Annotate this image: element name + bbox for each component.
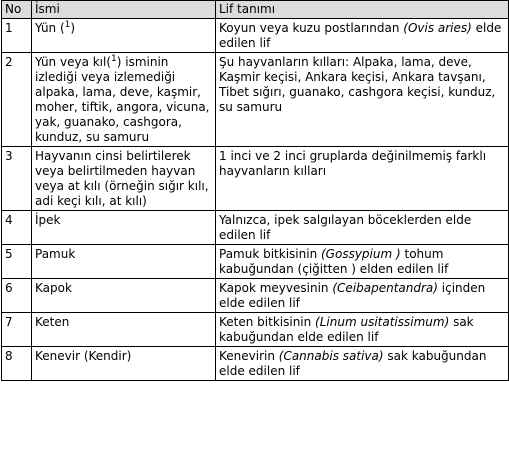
cell-name [32, 313, 216, 347]
superscript-note: 1 [111, 54, 117, 64]
table-header-row [2, 1, 509, 19]
scientific-name: (Linum usitatissimum) [315, 315, 450, 329]
cell-no: 2 [2, 53, 32, 147]
cell-definition [216, 53, 509, 147]
header-name: İsmi [32, 1, 216, 19]
text-segment: içinden elde edilen lif [219, 281, 486, 310]
cell-no: 4 [2, 211, 32, 245]
text-segment: Kenevirin [219, 349, 279, 363]
cell-definition [216, 279, 509, 313]
cell-no: 5 [2, 245, 32, 279]
cell-name [32, 279, 216, 313]
text-segment: Kenevir (Kendir) [35, 349, 132, 363]
text-segment: Keten bitkisinin [219, 315, 316, 329]
text-segment: Yün veya kıl( [35, 55, 112, 69]
text-segment: Keten [35, 315, 70, 329]
table-row [2, 19, 509, 53]
cell-no: 7 [2, 313, 32, 347]
cell-name [32, 211, 216, 245]
fiber-definition-table [1, 0, 509, 381]
text-segment: İpek [35, 213, 61, 227]
text-segment: Kapok [35, 281, 72, 295]
text-segment: elde edilen lif [219, 21, 502, 50]
text-segment: Pamuk [35, 247, 76, 261]
text-segment: tohum kabuğundan (çiğitten ) elden edilen lif [219, 247, 449, 276]
table-row [2, 53, 509, 147]
cell-name [32, 347, 216, 381]
cell-name [32, 53, 216, 147]
scientific-name: (Cannabis sativa) [278, 349, 384, 363]
cell-definition [216, 211, 509, 245]
text-segment: Yün ( [35, 21, 65, 35]
text-segment: Yalnızca, ipek salgılayan böceklerden elde edilen lif [219, 213, 472, 242]
scientific-name: (Gossypium ) [321, 247, 401, 261]
text-segment: ) [70, 21, 76, 35]
text-segment: sak kabuğundan elde edilen lif [219, 315, 474, 344]
header-no: No [2, 1, 32, 19]
cell-definition [216, 19, 509, 53]
text-segment: Kapok meyvesinin [219, 281, 333, 295]
cell-definition [216, 347, 509, 381]
cell-no: 6 [2, 279, 32, 313]
text-segment: Hayvanın cinsi belirtilerek veya belirtilmeden hayvan veya at kılı (örneğin sığır kılı, adi keçi kılı, at kılı) [35, 149, 209, 208]
table-row [2, 347, 509, 381]
cell-no: 1 [2, 19, 32, 53]
cell-no: 3 [2, 147, 32, 211]
table-row [2, 313, 509, 347]
text-segment: Şu hayvanların kılları: Alpaka, lama, deve, Kaşmir keçisi, Ankara keçisi, Ankara tavşanı, Tibet sığırı, guanako, cashgora keçisi, kunduz, su samuru [219, 55, 496, 114]
table-row [2, 245, 509, 279]
cell-definition [216, 245, 509, 279]
cell-definition [216, 313, 509, 347]
header-definition: Lif tanımı [216, 1, 509, 19]
cell-definition [216, 147, 509, 211]
table-body [2, 19, 509, 381]
text-segment: 1 inci ve 2 inci gruplarda değinilmemiş farklı hayvanların kılları [219, 149, 487, 178]
text-segment: Koyun veya kuzu postlarından [219, 21, 404, 35]
cell-no: 8 [2, 347, 32, 381]
text-segment: Pamuk bitkisinin [219, 247, 321, 261]
table-row [2, 211, 509, 245]
text-segment: ) isminin izlediği veya izlemediği alpaka, lama, deve, kaşmir, moher, tiftik, angora, vicuna, yak, guanako, cashgora, kunduz, su samuru [35, 55, 210, 144]
scientific-name: (Ceibapentandra) [332, 281, 438, 295]
superscript-note: 1 [64, 20, 71, 30]
cell-name [32, 245, 216, 279]
cell-name [32, 19, 216, 53]
text-segment: sak kabuğundan elde edilen lif [219, 349, 487, 378]
table-row [2, 279, 509, 313]
table-row [2, 147, 509, 211]
scientific-name: (Ovis aries) [403, 21, 472, 35]
cell-name [32, 147, 216, 211]
